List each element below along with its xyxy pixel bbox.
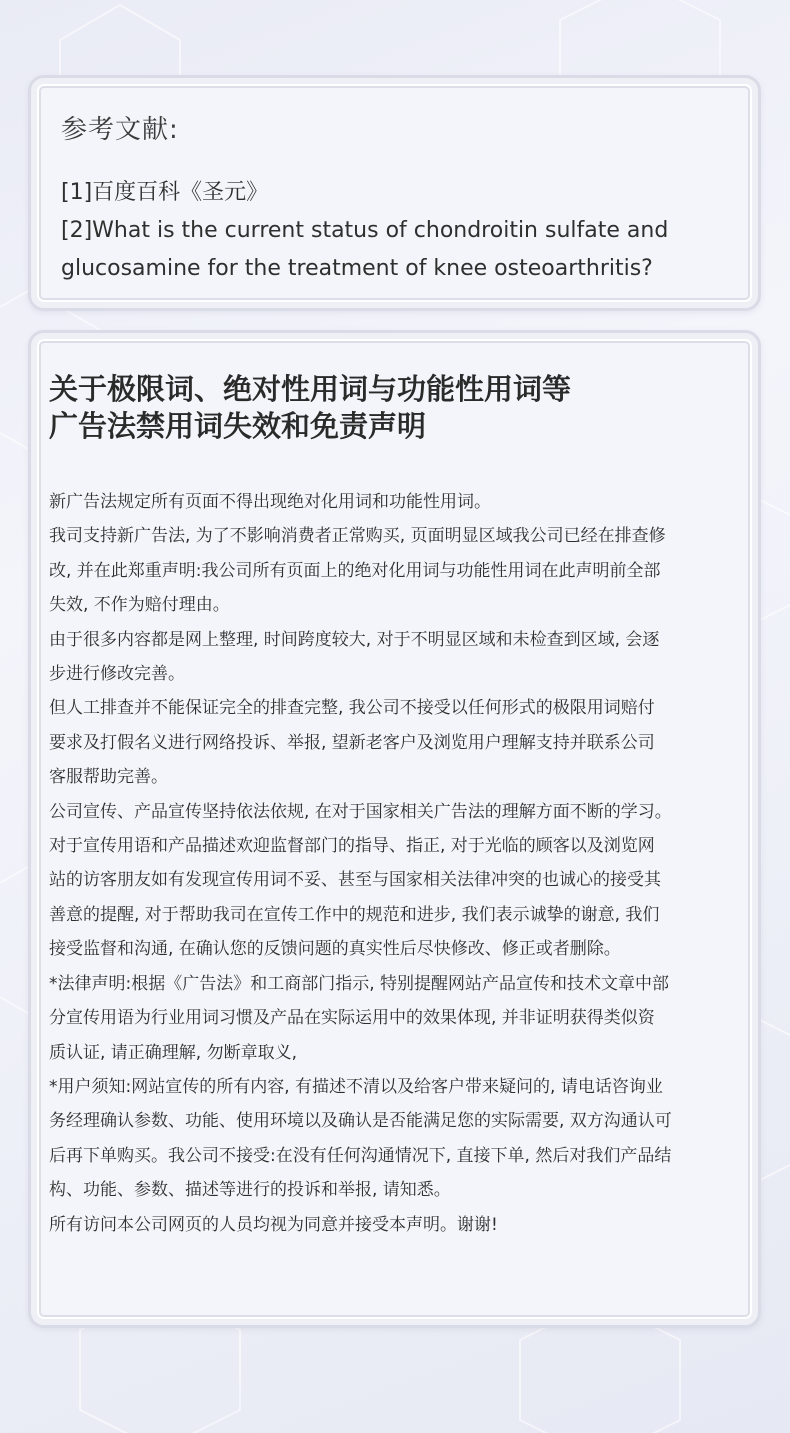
disclaimer-line: 由于很多内容都是网上整理, 时间跨度较大, 对于不明显区域和未检查到区域, 会逐 [49,629,660,650]
disclaimer-card [28,330,761,1328]
disclaimer-line: 但人工排查并不能保证完全的排查完整, 我公司不接受以任何形式的极限用词赔付 [49,698,655,719]
disclaimer-line: 要求及打假名义进行网络投诉、举报, 望新老客户及浏览用户理解支持并联系公司 [49,732,655,753]
disclaimer-line: 分宣传用语为行业用词习惯及产品在实际运用中的效果体现, 并非证明获得类似资 [49,1008,655,1029]
disclaimer-line: 对于宣传用语和产品描述欢迎监督部门的指导、指正, 对于光临的顾客以及浏览网 [49,836,655,857]
disclaimer-body [49,485,738,1242]
disclaimer-line: 我司支持新广告法, 为了不影响消费者正常购买, 页面明显区域我公司已经在排查修 [49,526,666,547]
disclaimer-title-line: 广告法禁用词失效和免责声明 [49,409,427,443]
disclaimer-line: *法律声明:根据《广告法》和工商部门指示, 特别提醒网站产品宣传和技术文章中部 [49,973,670,994]
disclaimer-line: 所有访问本公司网页的人员均视为同意并接受本声明。谢谢! [49,1214,498,1235]
disclaimer-line: 步进行修改完善。 [49,664,185,685]
disclaimer-line: 站的访客朋友如有发现宣传用词不妥、甚至与国家相关法律冲突的也诚心的接受其 [49,870,661,891]
disclaimer-title-line: 关于极限词、绝对性用词与功能性用词等 [49,372,572,406]
reference-line: [1]百度百科《圣元》 [61,180,269,205]
disclaimer-line: 构、功能、参数、描述等进行的投诉和举报, 请知悉。 [49,1180,451,1201]
reference-line: glucosamine for the treatment of knee osteoarthritis? [61,256,653,281]
reference-line: [2]What is the current status of chondroitin sulfate and [61,218,669,243]
disclaimer-line: 公司宣传、产品宣传坚持依法依规, 在对于国家相关广告法的理解方面不断的学习。 [49,801,672,822]
disclaimer-line: 接受监督和沟通, 在确认您的反馈问题的真实性后尽快修改、修正或者删除。 [49,939,621,960]
disclaimer-line: 客服帮助完善。 [49,767,168,788]
disclaimer-line: 新广告法规定所有页面不得出现绝对化用词和功能性用词。 [49,492,491,512]
disclaimer-line: 后再下单购买。我公司不接受:在没有任何沟通情况下, 直接下单, 然后对我们产品结 [49,1145,672,1166]
references-card [28,75,761,311]
disclaimer-line: 务经理确认参数、功能、使用环境以及确认是否能满足您的实际需要, 双方沟通认可 [49,1111,672,1132]
references-title: 参考文献: [61,115,179,145]
disclaimer-title [49,371,738,445]
disclaimer-line: 善意的提醒, 对于帮助我司在宣传工作中的规范和进步, 我们表示诚挚的谢意, 我们 [49,904,660,925]
disclaimer-line: 失效, 不作为赔付理由。 [49,595,230,616]
disclaimer-line: *用户须知:网站宣传的所有内容, 有描述不清以及给客户带来疑问的, 请电话咨询业 [49,1076,663,1097]
disclaimer-line: 改, 并在此郑重声明:我公司所有页面上的绝对化用词与功能性用词在此声明前全部 [49,560,661,581]
disclaimer-line: 质认证, 请正确理解, 勿断章取义, [49,1042,298,1063]
